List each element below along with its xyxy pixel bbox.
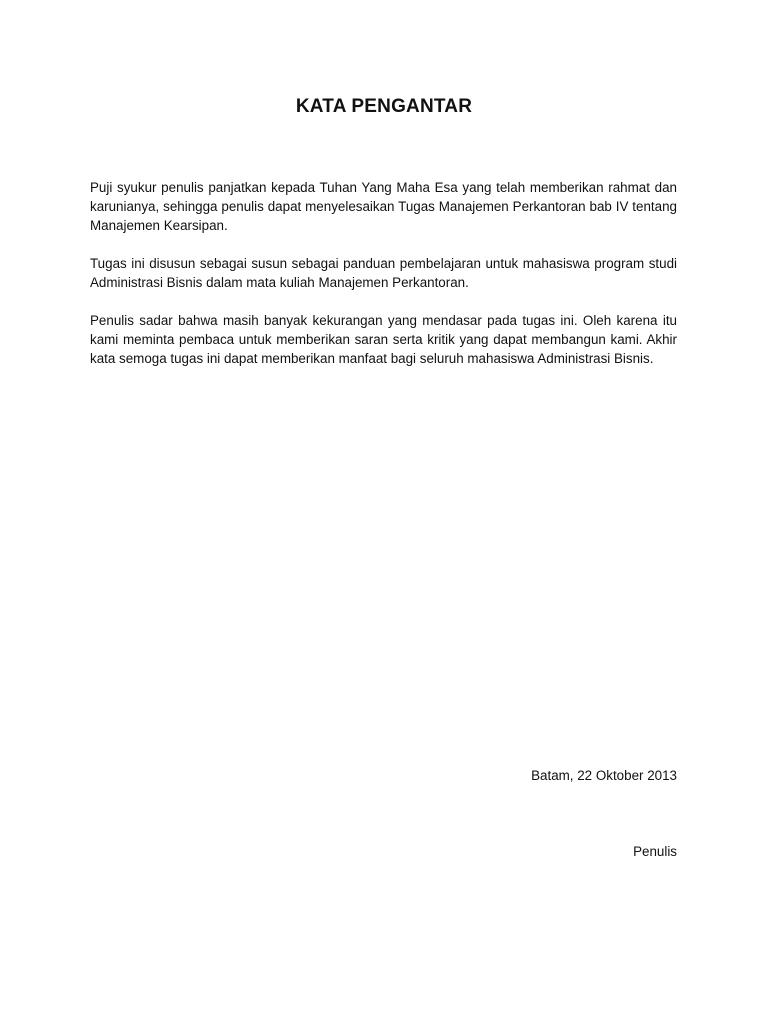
paragraph-purpose: Tugas ini disusun sebagai susun sebagai panduan pembelajaran untuk mahasiswa program studi Administrasi Bisnis dalam mata kuliah Manajemen Perkantoran. — [90, 256, 677, 290]
document-body — [90, 178, 677, 387]
paragraph-closing: Penulis sadar bahwa masih banyak kekurangan yang mendasar pada tugas ini. Oleh karena itu kami meminta pembaca untuk memberikan saran serta kritik yang dapat membangun kami. Akhir kata semoga tugas ini dapat memberikan manfaat bagi seluruh mahasiswa Administrasi Bisnis. — [90, 313, 677, 366]
author-signature: Penulis — [633, 844, 677, 859]
document-title: KATA PENGANTAR — [295, 96, 473, 117]
place-date: Batam, 22 Oktober 2013 — [531, 768, 677, 783]
paragraph-intro: Puji syukur penulis panjatkan kepada Tuhan Yang Maha Esa yang telah memberikan rahmat dan karunianya, sehingga penulis dapat menyelesaikan Tugas Manajemen Perkantoran bab IV tentang Manajemen Kearsipan. — [90, 180, 677, 233]
